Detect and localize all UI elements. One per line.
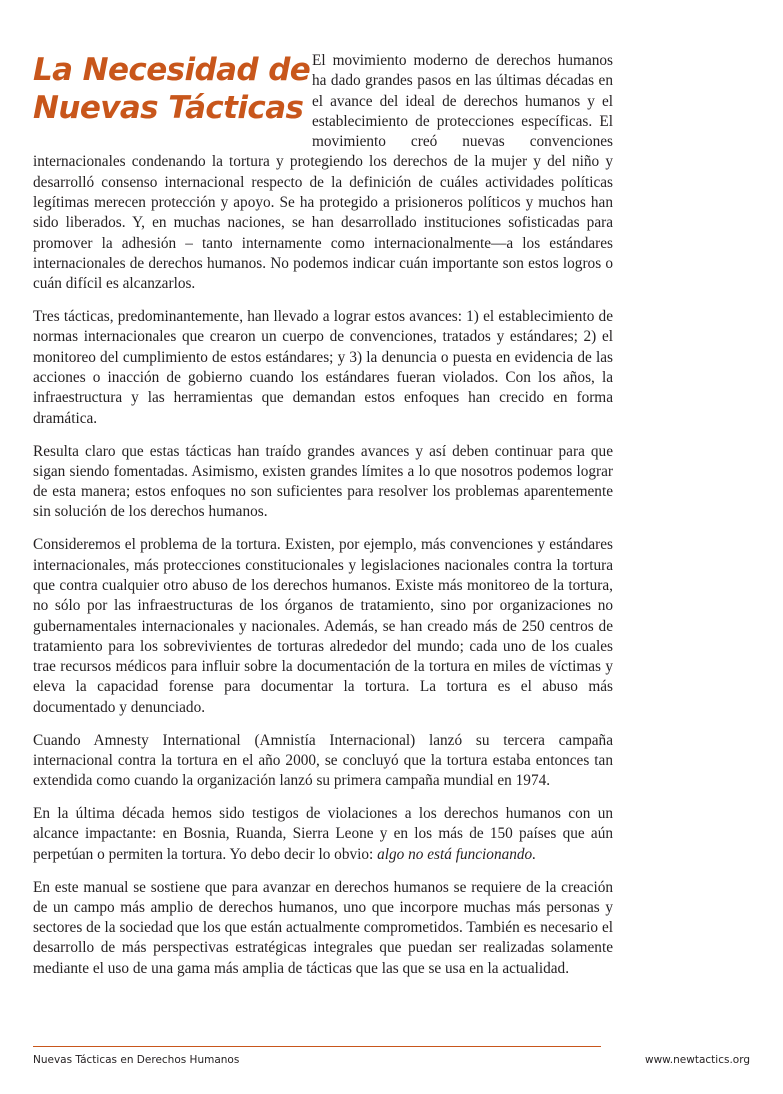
- paragraph-7: En este manual se sostiene que para avanzar en derechos humanos se requiere de la creación de un campo más amplio de derechos humanos, uno que incorpore muchas más personas y sectores de la sociedad que los que están actualmente comprometidos. También es necesario el desarrollo de más perspectivas estratégicas integrales que puedan ser realizadas solamente mediante el uso de una gama más amplia de tácticas que las que se usa en la actualidad.: [33, 878, 613, 977]
- paragraph-6-emphasis: algo no está funcionando.: [377, 845, 537, 863]
- paragraph-4: Consideremos el problema de la tortura. Existen, por ejemplo, más convenciones y estándares internacionales, más protecciones constitucionales y legislaciones nacionales contra la tortura que contra cualquier otro abuso de los derechos humanos. Existe más monitoreo de la tortura, no sólo por las infraestructuras de los órganos de tratamiento, sino por organizaciones no gubernamentales internacionales y nacionales. Además, se han creado más de 250 centros de tratamiento para los sobrevivientes de torturas alrededor del mundo; cada uno de los cuales trae recursos médicos para influir sobre la documentación de la tortura en miles de víctimas y eleva la capacidad forense para documentar la tortura. La tortura es el abuso más documentado y denunciado.: [33, 536, 613, 716]
- paragraph-2: Tres tácticas, predominantemente, han llevado a lograr estos avances: 1) el establecimiento de normas internacionales que crearon un cuerpo de convenciones, tratados y estándares; 2) el monitoreo del cumplimiento de estos estándares; y 3) la denuncia o puesta en evidencia de las acciones o inacción de gobierno cuando los estándares fueran violados. Con los años, la infraestructura y las herramientas que demandan estos enfoques han crecido en forma dramática.: [33, 308, 613, 427]
- paragraph-6-text: En la última década hemos sido testigos de violaciones a los derechos humanos con un alcance impactante: en Bosnia, Ruanda, Sierra Leone y en los más de 150 países que aún perpetúan o permiten la tortura. Yo debo decir lo obvio:: [33, 805, 613, 863]
- footer-website: www.newtactics.org: [645, 1054, 750, 1066]
- footer-divider: [33, 1046, 601, 1047]
- paragraph-6: [33, 804, 613, 865]
- title-line-2: Nuevas Tácticas: [33, 90, 304, 126]
- page-title: [33, 51, 309, 127]
- article-body: [33, 0, 613, 992]
- title-line-1: La Necesidad de: [33, 52, 311, 88]
- paragraph-3: Resulta claro que estas tácticas han traído grandes avances y así deben continuar para que sigan siendo fomentadas. Asimismo, existen grandes límites a lo que nosotros podemos lograr de esta manera; estos enfoques no son suficientes para resolver los problemas aparentemente sin solución de los derechos humanos.: [33, 442, 613, 521]
- footer-publication-title: Nuevas Tácticas en Derechos Humanos: [33, 1054, 240, 1066]
- title-block: [33, 51, 312, 133]
- paragraph-1: El movimiento moderno de derechos humanos ha dado grandes pasos en las últimas décadas en el avance del ideal de derechos humanos y el establecimiento de protecciones específicas. El movimiento creó nuevas convenciones internacionales condenando la tortura y protegiendo los derechos de la mujer y del niño y desarrolló consenso internacional respecto de la definición de cuáles actividades políticas legítimas merecen protección y apoyo. Se ha protegido a prisioneros políticos y muchos han sido liberados. Y, en muchas naciones, se han desarrollado instituciones sofisticadas para promover la adhesión – tanto internamente como internacionalmente—a los estándares internacionales de derechos humanos. No podemos indicar cuán importante son estos logros o cuán difícil es alcanzarlos.: [33, 52, 613, 293]
- paragraph-5: Cuando Amnesty International (Amnistía Internacional) lanzó su tercera campaña internacional contra la tortura en el año 2000, se concluyó que la tortura estaba entonces tan extendida como cuando la organización lanzó su primera campaña mundial en 1974.: [33, 731, 613, 790]
